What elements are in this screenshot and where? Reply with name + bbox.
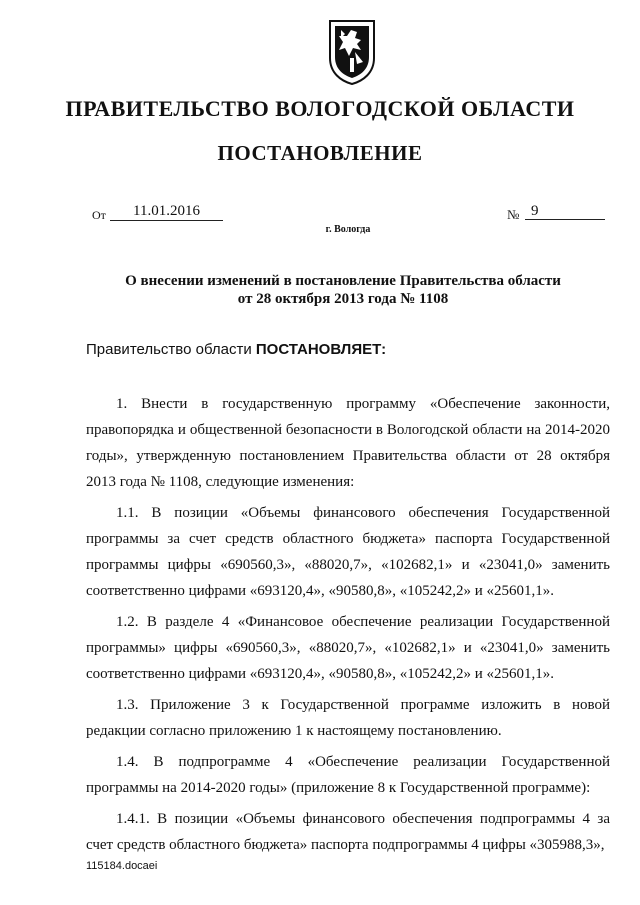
vologda-coat-of-arms-icon — [327, 18, 377, 86]
paragraph-1-4-1: 1.4.1. В позиции «Объемы финансового обеспечения подпрограммы 4 за счет средств областного бюджета» паспорта подпрограммы 4 цифры «305988,3», — [86, 811, 610, 853]
file-code: 115184.docaei — [86, 860, 158, 872]
organization-title: ПРАВИТЕЛЬСТВО ВОЛОГОДСКОЙ ОБЛАСТИ — [65, 96, 575, 121]
paragraph-1-1: 1.1. В позиции «Объемы финансового обеспечения Государственной программы за счет средств областного бюджета» паспорта Государственной программы цифры «690560,3», «88020,7», «102682,1» и «23041,0» заменить соответственно цифрами «693120,4», «90580,8», «105242,2» и «25601,1». — [86, 505, 610, 599]
document-body — [86, 391, 610, 863]
subject-line-1: О внесении изменений в постановление Правительства области — [125, 273, 561, 289]
document-subject — [0, 272, 640, 308]
subject-line-2: от 28 октября 2013 года № 1108 — [237, 291, 449, 307]
date-prefix: От — [92, 208, 106, 222]
paragraph-1-3: 1.3. Приложение 3 к Государственной программе изложить в новой редакции согласно приложению 1 к настоящему постановлению. — [86, 697, 610, 739]
city-label: г. Вологда — [325, 224, 371, 235]
preamble-verb: ПОСТАНОВЛЯЕТ: — [255, 341, 387, 358]
preamble — [86, 341, 386, 358]
preamble-lead: Правительство области — [86, 341, 252, 358]
paragraph-1-4: 1.4. В подпрограмме 4 «Обеспечение реализации Государственной программы на 2014-2020 годы» (приложение 8 к Государственной программе): — [86, 754, 610, 796]
document-type-title: ПОСТАНОВЛЕНИЕ — [217, 141, 423, 165]
number-prefix: № — [507, 207, 520, 222]
paragraph-1-2: 1.2. В разделе 4 «Финансовое обеспечение реализации Государственной программы» цифры «690560,3», «88020,7», «102682,1» и «23041,0» заменить соответственно цифрами «693120,4», «90580,8», «105242,2» и «25601,1». — [86, 614, 610, 682]
paragraph-1: 1. Внести в государственную программу «Обеспечение законности, правопорядка и общественной безопасности в Вологодской области на 2014-2020 годы», утвержденную постановлением Правительства области от 28 октября 2013 года № 1108, следующие изменения: — [86, 396, 610, 490]
document-date: 11.01.2016 — [110, 202, 223, 221]
document-number: 9 — [525, 202, 605, 220]
